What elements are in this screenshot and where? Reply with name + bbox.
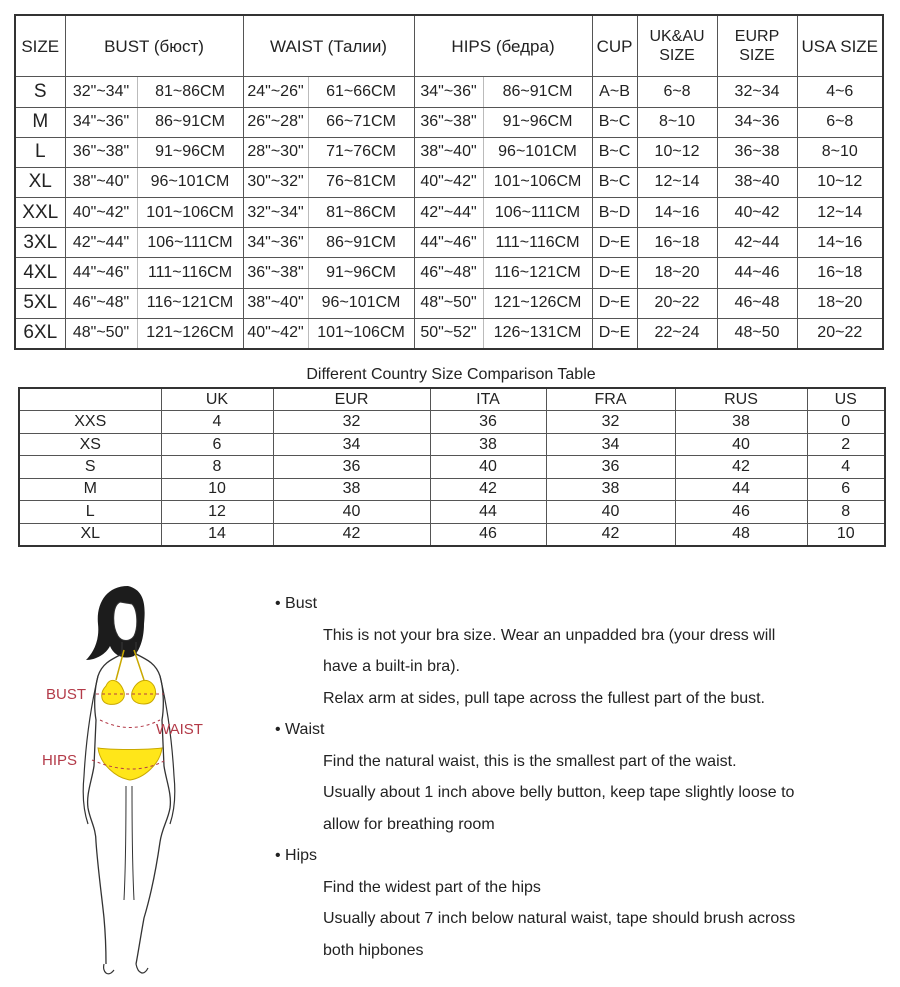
comparison-cell-rus: 48 — [675, 523, 807, 546]
cell-eurp-size: 36~38 — [717, 137, 797, 167]
comparison-cell-uk: 4 — [161, 411, 273, 433]
comparison-row — [19, 411, 885, 433]
cell-bust-inches: 34"~36" — [65, 107, 137, 137]
cell-ukau-size: 16~18 — [637, 228, 717, 258]
cell-waist-cm: 96~101CM — [308, 288, 414, 318]
waist-label: WAIST — [156, 721, 203, 738]
comparison-row — [19, 501, 885, 523]
cell-waist-inches: 32"~34" — [243, 198, 308, 228]
cell-usa-size: 10~12 — [797, 167, 883, 197]
cell-waist-cm: 76~81CM — [308, 167, 414, 197]
comparison-cell-rus: 46 — [675, 501, 807, 523]
cell-bust-inches: 44"~46" — [65, 258, 137, 288]
header-ukau — [637, 15, 717, 77]
cell-bust-inches: 40"~42" — [65, 198, 137, 228]
cell-cup: D~E — [592, 228, 637, 258]
comparison-cell-ita: 40 — [430, 456, 546, 478]
cell-usa-size: 4~6 — [797, 77, 883, 107]
cell-cup: B~D — [592, 198, 637, 228]
cell-bust-inches: 36"~38" — [65, 137, 137, 167]
cell-cup: D~E — [592, 258, 637, 288]
woman-silhouette-illustration — [40, 580, 240, 980]
cell-waist-inches: 28"~30" — [243, 137, 308, 167]
cell-bust-cm: 91~96CM — [137, 137, 243, 167]
comparison-cell-fra: 38 — [546, 478, 675, 500]
cell-waist-cm: 66~71CM — [308, 107, 414, 137]
instruction-heading: • Waist — [275, 721, 325, 738]
waist-measure-line — [100, 720, 160, 728]
cell-hips-inches: 34"~36" — [414, 77, 483, 107]
comparison-row — [19, 433, 885, 455]
cell-eurp-size: 42~44 — [717, 228, 797, 258]
cell-usa-size: 14~16 — [797, 228, 883, 258]
cell-usa-size: 6~8 — [797, 107, 883, 137]
cell-hips-inches: 36"~38" — [414, 107, 483, 137]
instruction-text: allow for breathing room — [323, 815, 495, 833]
instruction-text: Find the widest part of the hips — [323, 878, 541, 896]
body-outline — [88, 642, 171, 964]
comparison-cell-size: XXS — [19, 411, 161, 433]
instruction-heading: • Hips — [275, 847, 318, 864]
comparison-cell-size: S — [19, 456, 161, 478]
cell-size: S — [15, 77, 65, 107]
cell-size: 5XL — [15, 288, 65, 318]
comparison-cell-us: 0 — [807, 411, 885, 433]
comparison-cell-uk: 6 — [161, 433, 273, 455]
cell-ukau-size: 18~20 — [637, 258, 717, 288]
comparison-row — [19, 456, 885, 478]
header-eurp — [717, 15, 797, 77]
cell-bust-cm: 81~86CM — [137, 77, 243, 107]
cell-ukau-size: 14~16 — [637, 198, 717, 228]
comparison-cell-eur: 38 — [273, 478, 430, 500]
instruction-text: have a built-in bra). — [323, 658, 460, 675]
cell-eurp-size: 38~40 — [717, 167, 797, 197]
header-eurp-line1: EURP — [734, 28, 780, 46]
cell-hips-inches: 48"~50" — [414, 288, 483, 318]
comparison-cell-us: 2 — [807, 433, 885, 455]
cell-usa-size: 12~14 — [797, 198, 883, 228]
comparison-cell-rus: 42 — [675, 456, 807, 478]
comparison-cell-us: 4 — [807, 456, 885, 478]
comparison-cell-ita: 44 — [430, 501, 546, 523]
cell-hips-inches: 42"~44" — [414, 198, 483, 228]
size-row — [15, 258, 883, 288]
cell-ukau-size: 8~10 — [637, 107, 717, 137]
cell-size: 3XL — [15, 228, 65, 258]
comparison-cell-eur: 36 — [273, 456, 430, 478]
cell-hips-cm: 96~101CM — [483, 137, 592, 167]
body-measurement-figure — [40, 580, 240, 980]
cell-hips-cm: 111~116CM — [483, 228, 592, 258]
cell-size: 6XL — [15, 318, 65, 349]
size-row — [15, 167, 883, 197]
header-hips: HIPS (бедра) — [414, 15, 592, 77]
bikini-top — [102, 680, 156, 704]
header-eurp-line2: SIZE — [739, 47, 775, 65]
cell-waist-inches: 40"~42" — [243, 318, 308, 349]
cell-bust-cm: 121~126CM — [137, 318, 243, 349]
cell-eurp-size: 44~46 — [717, 258, 797, 288]
cell-hips-inches: 46"~48" — [414, 258, 483, 288]
instruction-text: This is not your bra size. Wear an unpadded bra (your dress will — [323, 626, 776, 644]
cell-bust-inches: 42"~44" — [65, 228, 137, 258]
measurement-instructions — [275, 592, 875, 970]
cell-hips-cm: 126~131CM — [483, 318, 592, 349]
comparison-cell-size: XL — [19, 523, 161, 546]
comparison-cell-fra: 42 — [546, 523, 675, 546]
comparison-cell-rus: 44 — [675, 478, 807, 500]
cell-usa-size: 16~18 — [797, 258, 883, 288]
cell-bust-inches: 32"~34" — [65, 77, 137, 107]
comparison-header-size — [19, 388, 161, 411]
arm-right — [160, 676, 175, 824]
comparison-cell-eur: 34 — [273, 433, 430, 455]
cell-hips-cm: 116~121CM — [483, 258, 592, 288]
hips-label: HIPS — [42, 752, 78, 769]
cell-cup: A~B — [592, 77, 637, 107]
cell-bust-cm: 111~116CM — [137, 258, 243, 288]
cell-size: 4XL — [15, 258, 65, 288]
cell-hips-inches: 40"~42" — [414, 167, 483, 197]
cell-size: L — [15, 137, 65, 167]
comparison-caption: Different Country Size Comparison Table — [306, 366, 596, 383]
comparison-cell-size: M — [19, 478, 161, 500]
cell-bust-cm: 86~91CM — [137, 107, 243, 137]
size-chart-header-row — [15, 15, 883, 77]
comparison-cell-uk: 14 — [161, 523, 273, 546]
cell-eurp-size: 46~48 — [717, 288, 797, 318]
comparison-header-row — [19, 388, 885, 411]
size-row — [15, 288, 883, 318]
cell-waist-inches: 38"~40" — [243, 288, 308, 318]
cell-cup: B~C — [592, 107, 637, 137]
size-row — [15, 77, 883, 107]
size-row — [15, 198, 883, 228]
comparison-header-us: US — [807, 388, 885, 411]
cell-bust-cm: 116~121CM — [137, 288, 243, 318]
comparison-cell-size: XS — [19, 433, 161, 455]
cell-hips-inches: 44"~46" — [414, 228, 483, 258]
comparison-header-rus: RUS — [675, 388, 807, 411]
cell-eurp-size: 48~50 — [717, 318, 797, 349]
cell-bust-cm: 96~101CM — [137, 167, 243, 197]
cell-hips-inches: 50"~52" — [414, 318, 483, 349]
cell-usa-size: 20~22 — [797, 318, 883, 349]
comparison-cell-us: 10 — [807, 523, 885, 546]
size-chart-table — [14, 14, 884, 350]
comparison-cell-uk: 12 — [161, 501, 273, 523]
cell-ukau-size: 12~14 — [637, 167, 717, 197]
cell-hips-cm: 91~96CM — [483, 107, 592, 137]
cell-waist-inches: 34"~36" — [243, 228, 308, 258]
cell-waist-cm: 61~66CM — [308, 77, 414, 107]
comparison-cell-uk: 8 — [161, 456, 273, 478]
cell-bust-cm: 106~111CM — [137, 228, 243, 258]
cell-ukau-size: 10~12 — [637, 137, 717, 167]
instruction-text: Usually about 7 inch below natural waist, tape should brush across — [323, 910, 796, 927]
cell-waist-inches: 30"~32" — [243, 167, 308, 197]
cell-hips-cm: 106~111CM — [483, 198, 592, 228]
cell-ukau-size: 20~22 — [637, 288, 717, 318]
cell-usa-size: 8~10 — [797, 137, 883, 167]
comparison-cell-eur: 42 — [273, 523, 430, 546]
instruction-text: both hipbones — [323, 941, 424, 959]
comparison-cell-size: L — [19, 501, 161, 523]
cell-size: XL — [15, 167, 65, 197]
bust-label: BUST — [46, 686, 87, 703]
header-ukau-line2: SIZE — [659, 47, 695, 65]
comparison-cell-us: 8 — [807, 501, 885, 523]
cell-hips-inches: 38"~40" — [414, 137, 483, 167]
cell-eurp-size: 40~42 — [717, 198, 797, 228]
instruction-text: Relax arm at sides, pull tape across the fullest part of the bust. — [323, 689, 765, 707]
cell-eurp-size: 32~34 — [717, 77, 797, 107]
comparison-header-eur: EUR — [273, 388, 430, 411]
instruction-text: Usually about 1 inch above belly button, keep tape slightly loose to — [323, 784, 795, 801]
comparison-cell-us: 6 — [807, 478, 885, 500]
comparison-cell-fra: 36 — [546, 456, 675, 478]
feet — [104, 964, 148, 974]
cell-cup: B~C — [592, 167, 637, 197]
comparison-cell-ita: 46 — [430, 523, 546, 546]
country-comparison-table — [18, 387, 886, 547]
cell-hips-cm: 101~106CM — [483, 167, 592, 197]
comparison-cell-ita: 38 — [430, 433, 546, 455]
comparison-row — [19, 523, 885, 546]
inner-legs — [124, 786, 134, 900]
comparison-cell-rus: 38 — [675, 411, 807, 433]
cell-bust-inches: 48"~50" — [65, 318, 137, 349]
cell-usa-size: 18~20 — [797, 288, 883, 318]
comparison-header-fra: FRA — [546, 388, 675, 411]
size-row — [15, 228, 883, 258]
comparison-header-uk: UK — [161, 388, 273, 411]
face-shape — [114, 602, 137, 641]
cell-cup: D~E — [592, 318, 637, 349]
instruction-heading: • Bust — [275, 595, 318, 612]
comparison-cell-ita: 36 — [430, 411, 546, 433]
cell-waist-cm: 71~76CM — [308, 137, 414, 167]
cell-hips-cm: 121~126CM — [483, 288, 592, 318]
cell-size: XXL — [15, 198, 65, 228]
comparison-cell-ita: 42 — [430, 478, 546, 500]
cell-bust-inches: 38"~40" — [65, 167, 137, 197]
cell-eurp-size: 34~36 — [717, 107, 797, 137]
cell-waist-inches: 36"~38" — [243, 258, 308, 288]
cell-waist-cm: 101~106CM — [308, 318, 414, 349]
cell-bust-cm: 101~106CM — [137, 198, 243, 228]
bikini-bottom — [98, 748, 162, 780]
header-bust: BUST (бюст) — [65, 15, 243, 77]
comparison-cell-fra: 34 — [546, 433, 675, 455]
header-cup: CUP — [592, 15, 637, 77]
header-ukau-line1: UK&AU — [649, 28, 705, 46]
cell-ukau-size: 6~8 — [637, 77, 717, 107]
comparison-cell-fra: 40 — [546, 501, 675, 523]
cell-waist-inches: 24"~26" — [243, 77, 308, 107]
header-waist: WAIST (Талии) — [243, 15, 414, 77]
header-size: SIZE — [15, 15, 65, 77]
cell-bust-inches: 46"~48" — [65, 288, 137, 318]
size-row — [15, 107, 883, 137]
comparison-cell-uk: 10 — [161, 478, 273, 500]
comparison-cell-eur: 40 — [273, 501, 430, 523]
comparison-row — [19, 478, 885, 500]
size-row — [15, 318, 883, 349]
size-row — [15, 137, 883, 167]
comparison-cell-fra: 32 — [546, 411, 675, 433]
comparison-cell-rus: 40 — [675, 433, 807, 455]
cell-hips-cm: 86~91CM — [483, 77, 592, 107]
cell-cup: B~C — [592, 137, 637, 167]
cell-cup: D~E — [592, 288, 637, 318]
cell-waist-inches: 26"~28" — [243, 107, 308, 137]
comparison-header-ita: ITA — [430, 388, 546, 411]
cell-waist-cm: 91~96CM — [308, 258, 414, 288]
instruction-text: Find the natural waist, this is the smallest part of the waist. — [323, 752, 737, 770]
cell-waist-cm: 81~86CM — [308, 198, 414, 228]
header-usa: USA SIZE — [797, 15, 883, 77]
cell-size: M — [15, 107, 65, 137]
cell-ukau-size: 22~24 — [637, 318, 717, 349]
cell-waist-cm: 86~91CM — [308, 228, 414, 258]
comparison-cell-eur: 32 — [273, 411, 430, 433]
